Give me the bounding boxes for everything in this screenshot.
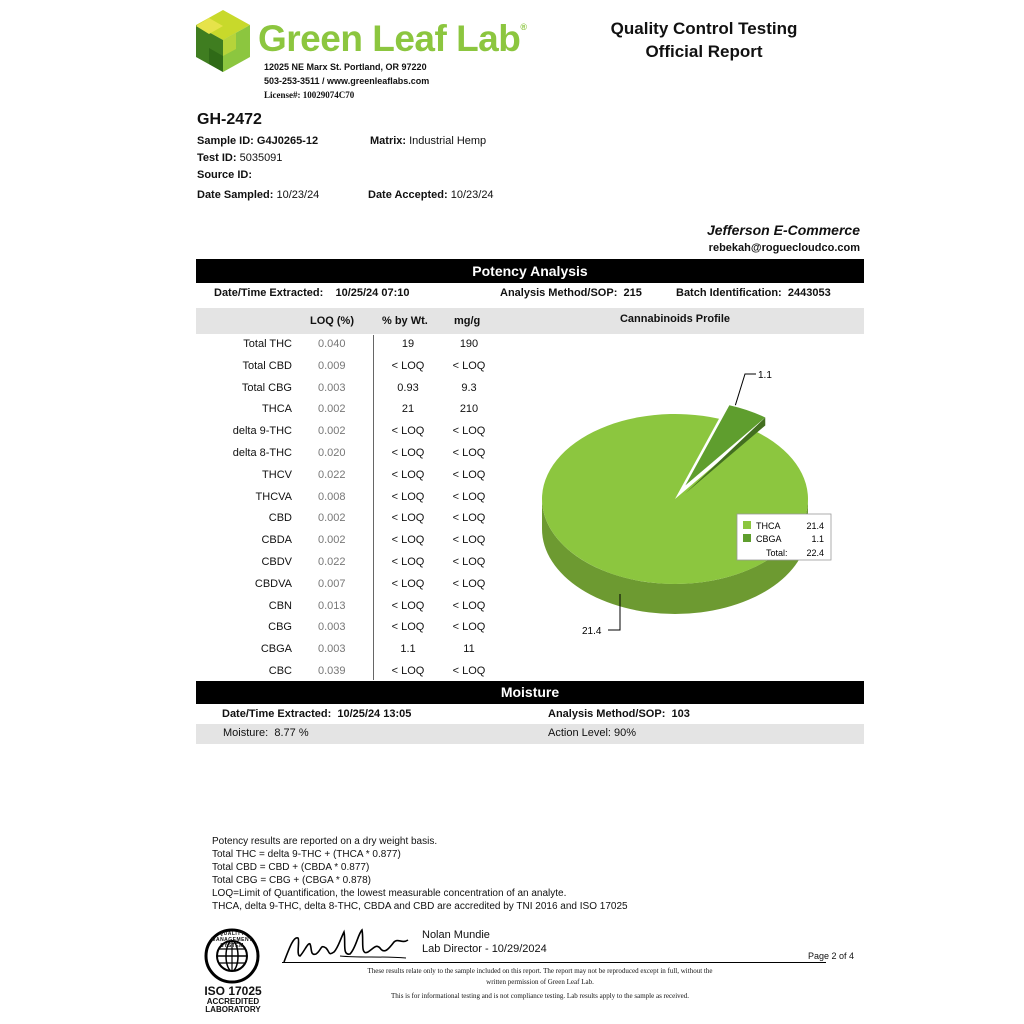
table-row xyxy=(196,443,496,465)
percent-value: 21 xyxy=(401,403,415,416)
thca-data-label: 21.4 xyxy=(582,626,602,637)
table-row xyxy=(196,334,496,356)
loq-value: 0.040 xyxy=(318,338,346,350)
mg-value: < LOQ xyxy=(452,621,486,634)
loq-value: 0.003 xyxy=(318,643,346,656)
table-row xyxy=(196,574,496,596)
analyte-name: CBGA xyxy=(260,643,292,656)
percent-value: < LOQ xyxy=(391,468,425,481)
analyte-name: CBD xyxy=(268,512,292,525)
loq-value: 0.009 xyxy=(318,359,346,372)
disclaimer-2: written permission of Green Leaf Lab. xyxy=(486,978,594,986)
percent-value: 19 xyxy=(401,338,415,350)
percent-value: < LOQ xyxy=(391,425,425,438)
legend-swatch-thca xyxy=(743,521,751,529)
sample-id: Sample ID: G4J0265-12 xyxy=(197,135,319,147)
legend-value-thca: 21.4 xyxy=(806,521,824,531)
analyte-name: delta 9-THC xyxy=(232,425,292,438)
action-level: Action Level: 90% xyxy=(548,727,637,739)
note-total-thc: Total THC = delta 9-THC + (THCA * 0.877) xyxy=(212,849,401,860)
moisture-method: Analysis Method/SOP: 103 xyxy=(548,708,690,720)
table-row xyxy=(196,465,496,487)
table-row xyxy=(196,639,496,661)
seal-text: QUALITY MANAGEMENT SYSTEM xyxy=(211,931,253,949)
percent-value: < LOQ xyxy=(391,665,425,677)
mg-value: < LOQ xyxy=(452,447,486,459)
mg-value: < LOQ xyxy=(452,599,486,612)
page-number: Page 2 of 4 xyxy=(808,951,855,961)
col-loq: LOQ (%) xyxy=(310,315,354,327)
loq-value: 0.007 xyxy=(318,577,346,590)
moisture-row xyxy=(196,724,864,744)
cannabinoids-pie-chart xyxy=(500,334,840,654)
legend-value-cbga: 1.1 xyxy=(811,534,824,544)
analyte-name: CBC xyxy=(268,665,292,677)
analyte-name: CBN xyxy=(268,599,292,612)
note-loq: LOQ=Limit of Quantification, the lowest measurable concentration of an analyte. xyxy=(212,888,567,899)
note-total-cbd: Total CBD = CBD + (CBDA * 0.877) xyxy=(212,862,370,873)
mg-value: < LOQ xyxy=(452,512,486,525)
mg-value: < LOQ xyxy=(452,556,486,568)
percent-value: < LOQ xyxy=(391,577,425,590)
lab-license: License#: 10029074C70 xyxy=(264,90,355,100)
analyte-name: THCVA xyxy=(255,490,292,503)
legend-total-label: Total: xyxy=(766,548,788,558)
signature-line xyxy=(282,962,826,963)
analyte-name: CBDV xyxy=(261,556,292,568)
green-cube-logo-icon xyxy=(196,10,250,72)
table-row xyxy=(196,596,496,618)
mg-value: < LOQ xyxy=(452,359,486,372)
cbga-leader-line xyxy=(735,374,756,405)
analyte-name: CBDA xyxy=(261,534,292,547)
chart-title: Cannabinoids Profile xyxy=(619,313,730,325)
percent-value: < LOQ xyxy=(391,534,425,547)
percent-value: < LOQ xyxy=(391,599,425,612)
loq-value: 0.003 xyxy=(318,381,346,394)
mg-value: < LOQ xyxy=(452,534,486,547)
director-name: Nolan Mundie xyxy=(422,929,490,941)
mg-value: < LOQ xyxy=(452,425,486,438)
col-mg: mg/g xyxy=(454,315,481,327)
loq-value: 0.022 xyxy=(318,468,346,481)
mg-value: 190 xyxy=(459,338,479,350)
loq-value: 0.039 xyxy=(318,665,346,677)
moisture-header: Moisture xyxy=(196,681,864,704)
iso-label: ISO 17025 xyxy=(204,984,262,998)
laboratory-label: LABORATORY xyxy=(205,1005,261,1014)
legend-swatch-cbga xyxy=(743,534,751,542)
director-title: Lab Director - 10/29/2024 xyxy=(422,943,547,955)
analyte-name: delta 8-THC xyxy=(232,447,292,459)
loq-value: 0.003 xyxy=(318,621,346,634)
mg-value: < LOQ xyxy=(452,468,486,481)
analyte-name: Total CBD xyxy=(242,359,292,372)
mg-value: < LOQ xyxy=(452,577,486,590)
report-subtitle: Official Report xyxy=(645,42,763,61)
mg-value: < LOQ xyxy=(452,665,486,677)
date-sampled: Date Sampled: 10/23/24 xyxy=(197,189,320,201)
disclaimer-3: This is for informational testing and is not compliance testing. Lab results apply to the sample as received. xyxy=(390,992,689,1000)
potency-extracted: Date/Time Extracted: 10/25/24 07:10 xyxy=(214,287,410,299)
loq-value: 0.008 xyxy=(318,490,346,503)
analyte-name: THCV xyxy=(262,468,292,481)
mg-value: 9.3 xyxy=(461,381,477,394)
mg-value: 210 xyxy=(459,403,479,416)
mg-value: < LOQ xyxy=(452,490,486,503)
legend-total-value: 22.4 xyxy=(806,548,824,558)
accredited-label: ACCREDITED xyxy=(206,997,260,1006)
client-name: Jefferson E-Commerce xyxy=(706,222,860,238)
legend-name-thca: THCA xyxy=(756,521,781,531)
loq-value: 0.002 xyxy=(318,512,346,525)
matrix: Matrix: Industrial Hemp xyxy=(370,135,487,147)
moisture-value: Moisture: 8.77 % xyxy=(223,727,309,739)
moisture-extracted: Date/Time Extracted: 10/25/24 13:05 xyxy=(222,708,412,720)
potency-header: Potency Analysis xyxy=(196,259,864,283)
sample-name: GH-2472 xyxy=(197,111,262,128)
client-email: rebekah@roguecloudco.com xyxy=(708,242,860,254)
percent-value: < LOQ xyxy=(391,359,425,372)
lab-address: 12025 NE Marx St. Portland, OR 97220 xyxy=(264,62,427,72)
percent-value: 1.1 xyxy=(400,643,416,656)
percent-value: < LOQ xyxy=(391,447,425,459)
table-row xyxy=(196,378,496,400)
percent-value: 0.93 xyxy=(397,381,419,394)
table-row xyxy=(196,356,496,378)
legend-name-cbga: CBGA xyxy=(756,534,782,544)
brand-name: Green Leaf Lab® xyxy=(258,18,527,59)
source-id: Source ID: xyxy=(197,169,253,181)
percent-value: < LOQ xyxy=(391,512,425,525)
cbga-data-label: 1.1 xyxy=(758,370,772,381)
report-title: Quality Control Testing xyxy=(610,19,798,38)
analyte-name: CBG xyxy=(268,621,292,634)
analyte-name: Total THC xyxy=(243,338,292,350)
test-id: Test ID: 5035091 xyxy=(197,152,283,164)
note-total-cbg: Total CBG = CBG + (CBGA * 0.878) xyxy=(212,875,371,886)
loq-value: 0.013 xyxy=(318,599,346,612)
table-row xyxy=(196,530,496,552)
loq-value: 0.002 xyxy=(318,425,346,438)
batch-id: Batch Identification: 2443053 xyxy=(676,287,831,299)
note-accreditation: THCA, delta 9-THC, delta 8-THC, CBDA and CBD are accredited by TNI 2016 and ISO 17025 xyxy=(212,901,628,912)
analyte-name: Total CBG xyxy=(241,381,292,394)
table-row xyxy=(196,617,496,639)
table-row xyxy=(196,552,496,574)
loq-value: 0.022 xyxy=(318,556,346,568)
percent-value: < LOQ xyxy=(391,490,425,503)
lab-contact: 503-253-3511 / www.greenleaflabs.com xyxy=(264,76,430,86)
table-row xyxy=(196,661,496,683)
disclaimer-1: These results relate only to the sample included on this report. The report may not be reproduced except in full, without the xyxy=(367,967,713,975)
potency-method: Analysis Method/SOP: 215 xyxy=(500,287,642,299)
mg-value: 11 xyxy=(463,643,475,656)
loq-value: 0.002 xyxy=(318,534,346,547)
table-row xyxy=(196,399,496,421)
table-row xyxy=(196,487,496,509)
date-accepted: Date Accepted: 10/23/24 xyxy=(368,189,494,201)
analyte-name: CBDVA xyxy=(254,577,292,590)
analyte-name: THCA xyxy=(262,403,292,416)
table-row xyxy=(196,421,496,443)
note-dry-weight: Potency results are reported on a dry weight basis. xyxy=(212,836,438,847)
col-pct: % by Wt. xyxy=(382,315,428,327)
percent-value: < LOQ xyxy=(391,621,425,634)
percent-value: < LOQ xyxy=(391,556,425,568)
table-row xyxy=(196,508,496,530)
loq-value: 0.020 xyxy=(318,447,346,459)
loq-value: 0.002 xyxy=(318,403,346,416)
